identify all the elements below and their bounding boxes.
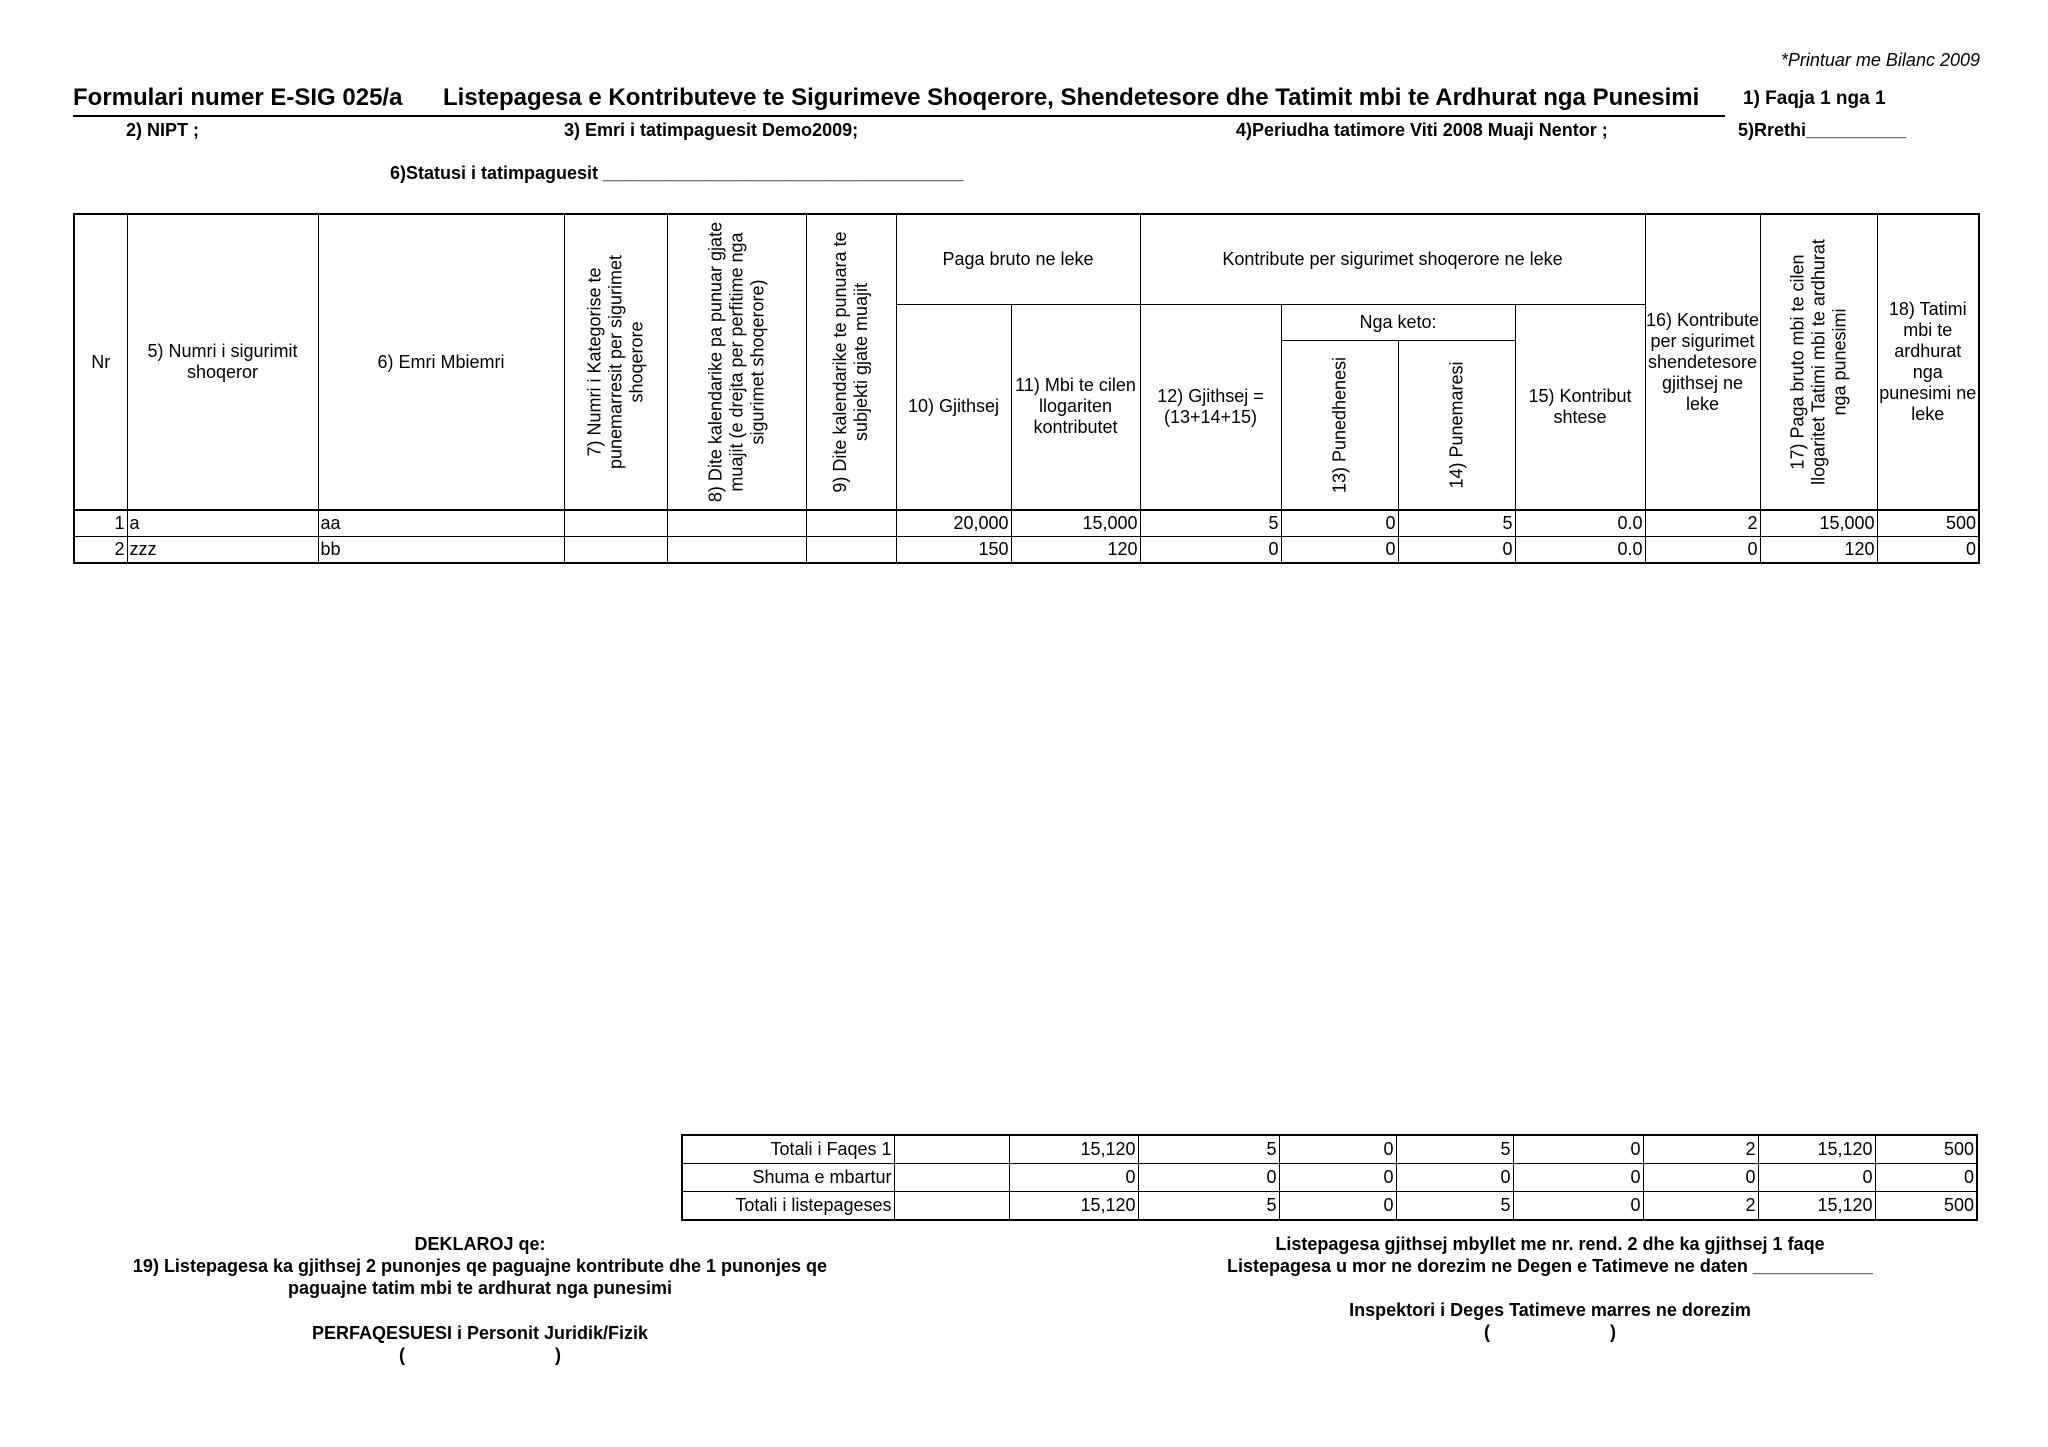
- totals-row-carried: Shuma e mbartur 0 0 0 0 0 0 0 0: [682, 1164, 1977, 1192]
- tax-period: 4)Periudha tatimore Viti 2008 Muaji Nentor ;: [1236, 120, 1608, 140]
- totals-table: [681, 1134, 1978, 1221]
- col-taxable-gross-header: 17) Paga bruto mbi te cilen llogaritet Tatimi mbi te ardhurat nga punesimi: [1760, 214, 1877, 510]
- page-label: 1) Faqja 1 nga 1: [1743, 88, 1886, 109]
- declaration-line-2: paguajne tatim mbi te ardhurat nga punesimi: [287, 1278, 673, 1298]
- col-days-worked-header: 9) Dite kalendarike te punuara te subjekti gjate muajit: [806, 214, 896, 510]
- of-which-header: Nga keto:: [1281, 304, 1515, 340]
- form-title: Listepagesa e Kontributeve te Sigurimeve Shoqerore, Shendetesore dhe Tatimit mbi te Ardhurat nga Punesimi: [443, 84, 1700, 111]
- col-health-header: 16) Kontribute per sigurimet shendetesore gjithsej ne leke: [1645, 214, 1760, 510]
- printed-note: *Printuar me Bilanc 2009: [1780, 50, 1980, 70]
- representative-signature: ( ): [398, 1345, 562, 1365]
- payroll-table: [73, 213, 1980, 564]
- col-contrib-total-header: 12) Gjithsej = (13+14+15): [1140, 304, 1281, 510]
- col-additional-header: 15) Kontribut shtese: [1515, 304, 1645, 510]
- col-employee-header: 14) Punemaresi: [1398, 340, 1515, 510]
- district-field: 5)Rrethi__________: [1738, 120, 1907, 140]
- col-name-header: 6) Emri Mbiemri: [318, 214, 564, 510]
- form-number: Formulari numer E-SIG 025/a: [73, 84, 403, 111]
- col-employer-header: 13) Punedhenesi: [1281, 340, 1398, 510]
- totals-row-payroll: Totali i listepageses 15,120 5 0 5 0 2 15,120 500: [682, 1192, 1977, 1221]
- inspector-label: Inspektori i Deges Tatimeve marres ne dorezim: [1349, 1300, 1751, 1320]
- table-row: 2 zzz bb 150 120 0 0 0 0.0 0 120 0: [74, 537, 1979, 564]
- nipt-field: 2) NIPT ;: [126, 120, 200, 140]
- inspector-signature: ( ): [1483, 1322, 1616, 1342]
- declaration-title: DEKLAROJ qe:: [414, 1234, 546, 1254]
- col-total-gross-header: 10) Gjithsej: [896, 304, 1011, 510]
- totals-row-page: Totali i Faqes 1 15,120 5 0 5 0 2 15,120 500: [682, 1135, 1977, 1164]
- col-category-header: 7) Numri i Kategorise te punemarresit per sigurimet shoqerore: [564, 214, 667, 510]
- declaration-line-1: 19) Listepagesa ka gjithsej 2 punonjes qe paguajne kontribute dhe 1 punonjes qe: [132, 1256, 828, 1276]
- col-insurance-header: 5) Numri i sigurimit shoqeror: [127, 214, 318, 510]
- representative-label: PERFAQESUESI i Personit Juridik/Fizik: [311, 1323, 649, 1343]
- col-income-tax-header: 18) Tatimi mbi te ardhurat nga punesimi ne leke: [1877, 214, 1979, 510]
- taxpayer-status: 6)Statusi i tatimpaguesit ____________________________________: [390, 163, 964, 183]
- table-row: 1 a aa 20,000 15,000 5 0 5 0.0 2 15,000 500: [74, 510, 1979, 537]
- col-nr-header: Nr: [74, 214, 127, 510]
- closing-line-2: Listepagesa u mor ne dorezim ne Degen e Tatimeve ne daten ____________: [1227, 1256, 1873, 1276]
- title-underline: [73, 115, 1725, 117]
- taxpayer-name: 3) Emri i tatimpaguesit Demo2009;: [564, 120, 859, 140]
- contributions-group-header: Kontribute per sigurimet shoqerore ne leke: [1140, 214, 1645, 304]
- closing-line-1: Listepagesa gjithsej mbyllet me nr. rend. 2 dhe ka gjithsej 1 faqe: [1275, 1234, 1825, 1254]
- col-days-unpaid-header: 8) Dite kalendarike pa punuar gjate muajit (e drejta per perfitime nga sigurimet shoqerore): [667, 214, 806, 510]
- gross-pay-group-header: Paga bruto ne leke: [896, 214, 1140, 304]
- col-contrib-base-header: 11) Mbi te cilen llogariten kontributet: [1011, 304, 1140, 510]
